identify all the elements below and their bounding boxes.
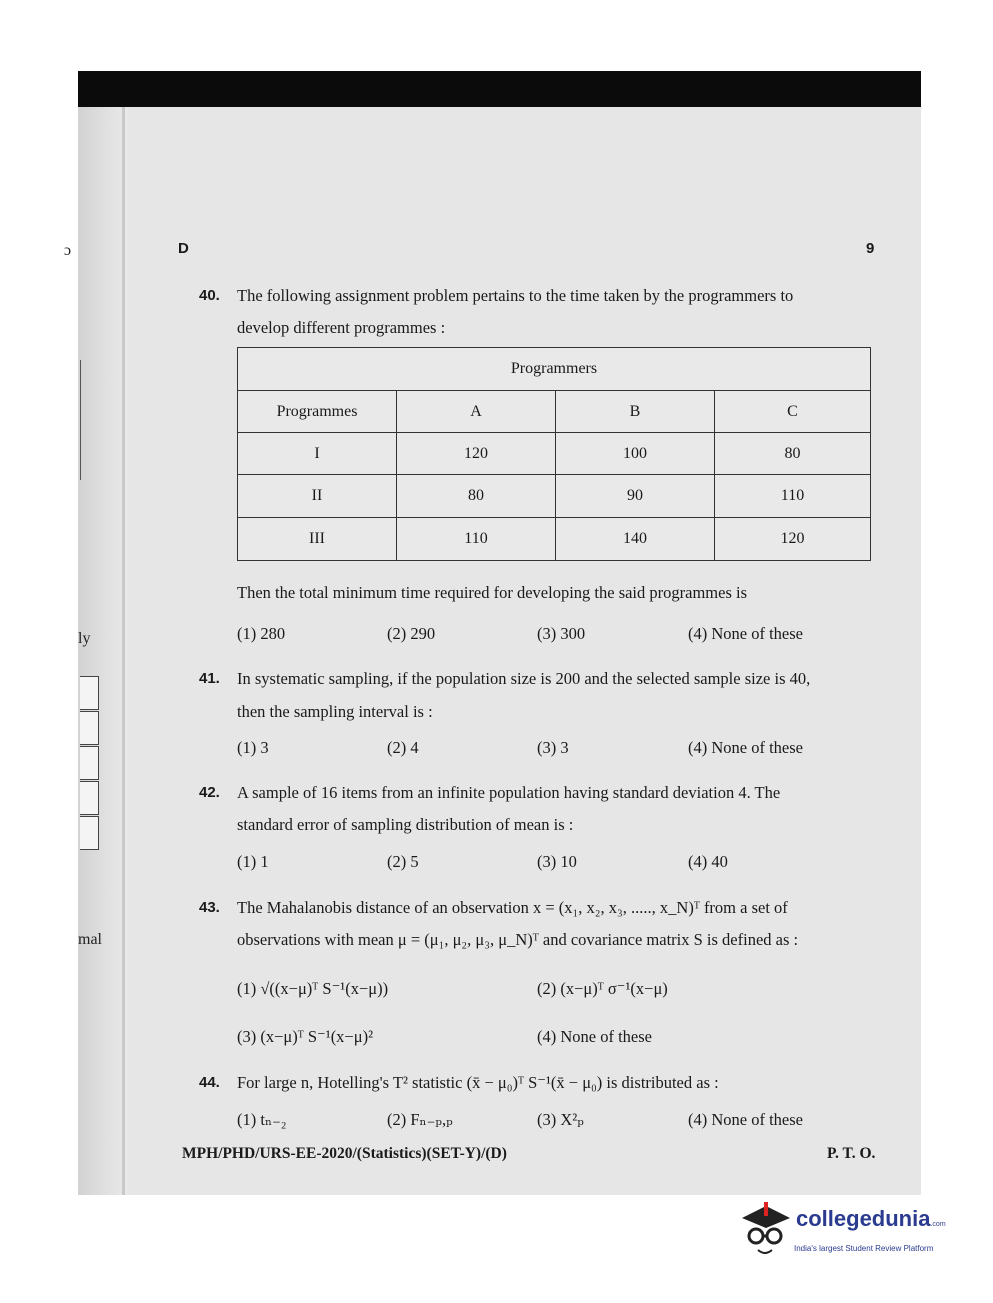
pto-label: P. T. O. [827,1145,876,1162]
question-44-option-1: (1) tₙ₋₂ [237,1110,287,1129]
question-43-line2: observations with mean μ = (μ₁, μ₂, μ₃, μ_N)ᵀ and covariance matrix S is defined as : [237,930,799,949]
question-43-number: 43. [199,899,220,916]
question-41-option-4: (4) None of these [688,738,804,757]
graduate-mascot-icon [738,1198,794,1260]
question-41-option-1: (1) 3 [237,738,269,757]
question-43-line1: The Mahalanobis distance of an observation x = (x₁, x₂, x₃, ....., x_N)ᵀ from a set of [237,898,788,917]
question-42-option-3: (3) 10 [537,852,577,871]
question-41-option-2: (2) 4 [387,738,419,757]
margin-text-mid: ly [78,630,91,647]
set-letter: D [178,240,189,257]
table-row [238,518,871,561]
margin-text-low: mal [78,931,102,948]
question-44-line1: For large n, Hotelling's T² statistic (x̄ − μ₀)ᵀ S⁻¹(x̄ − μ₀) is distributed as : [237,1073,719,1092]
logo-suffix: .com [930,1221,946,1228]
question-44-option-4: (4) None of these [688,1110,804,1129]
question-41-option-3: (3) 3 [537,738,569,757]
collegedunia-logo [738,1198,968,1268]
question-41-number: 41. [199,670,220,687]
question-44-option-3: (3) X²ₚ [537,1110,584,1129]
question-40-after-text: Then the total minimum time required for developing the said programmes is [237,583,748,602]
scan-top-bar [78,71,921,107]
table-header-row [238,391,871,433]
question-44-option-2: (2) Fₙ₋ₚ,ₚ [387,1110,453,1129]
table-row [238,433,871,475]
margin-text-top: ɔ [64,242,72,259]
exam-page [78,107,921,1195]
table-header-cell: Programmes [238,391,397,433]
table-cell: 120 [397,433,556,475]
question-43-option-4: (4) None of these [537,1027,653,1046]
logo-name-text: collegedunia [796,1206,931,1231]
question-40-option-3: (3) 300 [537,624,586,643]
question-40-option-1: (1) 280 [237,624,286,643]
table-cell: II [238,475,397,518]
table-cell: I [238,433,397,475]
assignment-table [237,347,871,561]
question-40-option-2: (2) 290 [387,624,436,643]
margin-box [80,711,99,745]
question-43-option-3: (3) (x−μ)ᵀ S⁻¹(x−μ)² [237,1027,374,1046]
table-header-cell: C [715,391,871,433]
question-42-line2: standard error of sampling distribution of mean is : [237,815,574,834]
margin-line [80,360,81,480]
question-40-line2: develop different programmes : [237,318,446,337]
question-43-option-1: (1) √((x−μ)ᵀ S⁻¹(x−μ)) [237,979,389,998]
question-42-option-4: (4) 40 [688,852,728,871]
question-42-line1: A sample of 16 items from an infinite population having standard deviation 4. The [237,783,781,802]
table-cell: 110 [715,475,871,518]
question-41-line2: then the sampling interval is : [237,702,433,721]
margin-box [80,781,99,815]
logo-tagline: India's largest Student Review Platform [794,1244,934,1253]
table-cell: 120 [715,518,871,561]
question-41-line1: In systematic sampling, if the population size is 200 and the selected sample size is 40, [237,669,811,688]
question-42-option-1: (1) 1 [237,852,269,871]
table-cell: 90 [556,475,715,518]
margin-boxes [80,676,98,851]
page-spine-shadow [78,107,128,1195]
table-cell: 140 [556,518,715,561]
question-42-number: 42. [199,784,220,801]
table-header-cell: A [397,391,556,433]
question-44-number: 44. [199,1074,220,1091]
logo-name [796,1206,946,1232]
exam-code: MPH/PHD/URS-EE-2020/(Statistics)(SET-Y)/(D) [182,1145,507,1162]
margin-box [80,746,99,780]
table-row [238,475,871,518]
page-number: 9 [866,240,875,257]
page-spine-edge [122,107,125,1195]
table-cell: III [238,518,397,561]
table-header-programmers: Programmers [238,348,871,391]
margin-box [80,816,99,850]
table-cell: 80 [397,475,556,518]
question-43-option-2: (2) (x−μ)ᵀ σ⁻¹(x−μ) [537,979,668,998]
question-42-option-2: (2) 5 [387,852,419,871]
table-cell: 100 [556,433,715,475]
table-cell: 110 [397,518,556,561]
margin-box [80,676,99,710]
table-header-cell: B [556,391,715,433]
question-40-line1: The following assignment problem pertains to the time taken by the programmers to [237,286,794,305]
question-40-number: 40. [199,287,220,304]
question-40-option-4: (4) None of these [688,624,804,643]
table-cell: 80 [715,433,871,475]
